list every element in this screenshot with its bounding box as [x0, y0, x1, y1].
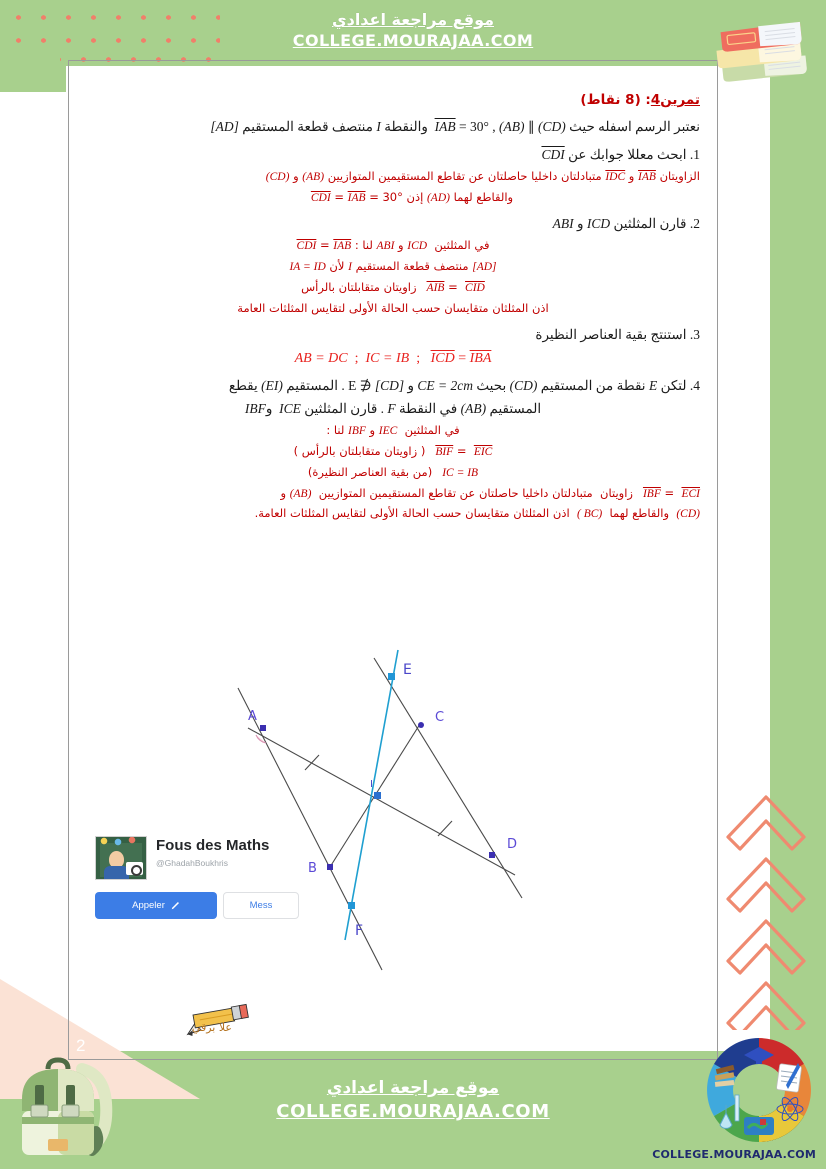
line-cd	[374, 658, 522, 898]
watermark-profile-card	[95, 832, 300, 930]
call-button[interactable]	[95, 892, 217, 919]
exercise-intro: نعتبر الرسم اسفله حيث (CD) ∥ (AB) , IAB = 30° والنقطة I منتصف قطعة المستقيم [AD]	[210, 119, 700, 134]
question-3: 3. استنتج بقية العناصر النظيرة	[535, 326, 700, 342]
backpack-icon	[4, 1055, 126, 1163]
exercise-title	[86, 92, 700, 108]
point-label-e: E	[403, 662, 412, 678]
header-site-url: COLLEGE.MOURAJAA.COM	[292, 31, 534, 50]
answer-1-line-1: الزاويتان IAB و IDC متبادلتان داخليا حاصلتان عن تقاطع المستقيمين المتوازيين (AB) و (CD)	[265, 168, 700, 183]
avatar	[95, 836, 147, 880]
point-f-marker	[348, 902, 355, 909]
answer-4-line-3: IC = IB(من بقية العناصر النظيرة)	[307, 464, 479, 479]
globe-icon	[744, 1117, 774, 1135]
point-a-marker	[260, 725, 266, 731]
answer-2-line-2: [AD] منتصف قطعة المستقيم I لأن IA = ID	[289, 259, 497, 274]
answer-4-line-2: BIF = EIC( زاويتان متقابلتان بالرأس )	[293, 443, 493, 458]
point-b-marker	[327, 864, 333, 870]
point-label-b: B	[308, 861, 317, 876]
point-label-f: F	[355, 923, 364, 939]
answer-4-line-4: IBF = ECIزاويتان متبادلتان داخليا حاصلتان عن تقاطع المستقيمين المتوازيين (AB) و	[280, 485, 700, 500]
question-4-cont: المستقيم (AB) في النقطة F . قارن المثلثين ICE وIBF	[244, 401, 542, 417]
message-button[interactable]	[223, 892, 299, 919]
point-label-i: I	[370, 779, 373, 790]
profile-handle: @GhadahBoukhris	[156, 857, 228, 868]
answer-1-line-2: والقاطع لهما (AD) إذن CDI = IAB = 30°	[310, 189, 514, 204]
point-i-marker	[374, 792, 381, 799]
question-1-number: 1.	[689, 146, 700, 162]
education-ring-graphic	[702, 1033, 816, 1147]
exercise-points: : (8 نقاط)	[580, 92, 651, 108]
answer-2-line-4: اذن المثلثان متقايسان حسب الحالة الأولى لتقايس المثلثات العامة	[237, 300, 549, 315]
signature-text: علا برقي	[191, 1021, 232, 1034]
point-e-marker	[388, 673, 395, 680]
question-3-number: 3.	[689, 326, 700, 342]
point-label-c: C	[435, 710, 445, 725]
footer-site-url: COLLEGE.MOURAJAA.COM	[276, 1101, 550, 1122]
point-d-marker	[489, 852, 495, 858]
answer-4-line-1: في المثلثين IEC و IBF لنا :	[326, 423, 460, 438]
exercise-title-label: تمرين4	[650, 92, 700, 108]
signature-pencil-icon	[178, 995, 278, 1037]
chevron-arrows-decoration	[724, 785, 808, 1030]
question-2-number: 2.	[689, 216, 700, 232]
answer-2-line-1: في المثلثين ICD و ABI لنا : CDI = IAB	[296, 238, 490, 253]
answer-4-line-5: (CD) والقاطع لهما (BC ) اذن المثلثان متقايسان حسب الحالة الأولى لتقايس المثلثات العامة.	[254, 506, 700, 521]
answer-2-line-3: AIB = CIDزاويتان متقابلتان بالرأس	[301, 280, 485, 295]
footer-arabic-title: موقع مراجعة اعدادي	[326, 1078, 500, 1098]
question-4: 4. لتكن E نقطة من المستقيم (CD) بحيث CE = 2cm و [CD] ∉ E . المستقيم (EI) يقطع	[228, 378, 700, 394]
point-label-d: D	[507, 837, 518, 852]
page-number: 2	[76, 1036, 86, 1055]
camera-icon	[126, 862, 143, 875]
line-ei	[345, 650, 398, 940]
call-button-label: Appeler	[132, 900, 165, 911]
pencil-icon	[171, 901, 180, 910]
question-4-number: 4.	[689, 378, 700, 394]
exercise-content	[86, 92, 700, 526]
message-button-label: Mess	[249, 900, 273, 911]
point-label-a: A	[248, 709, 257, 724]
question-1: 1. ابحث معللا جوابك عن CDI	[541, 146, 700, 162]
question-2: 2. قارن المثلثين ICD و ABI	[552, 216, 700, 232]
footer-corner-url: COLLEGE.MOURAJAA.COM	[652, 1148, 816, 1161]
header-arabic-title: موقع مراجعة اعدادي	[331, 10, 495, 29]
tick-mark-id	[438, 821, 452, 836]
books-stack-icon	[702, 6, 822, 82]
notebook-pen-icon	[776, 1063, 801, 1092]
profile-name: Fous des Maths	[156, 837, 270, 854]
point-c-marker	[418, 722, 424, 728]
geometry-diagram	[170, 640, 590, 990]
tick-mark-ai	[305, 755, 319, 770]
answer-3-line-1: AB = DC ; IC = IB ; ICD = IBA	[294, 350, 492, 366]
